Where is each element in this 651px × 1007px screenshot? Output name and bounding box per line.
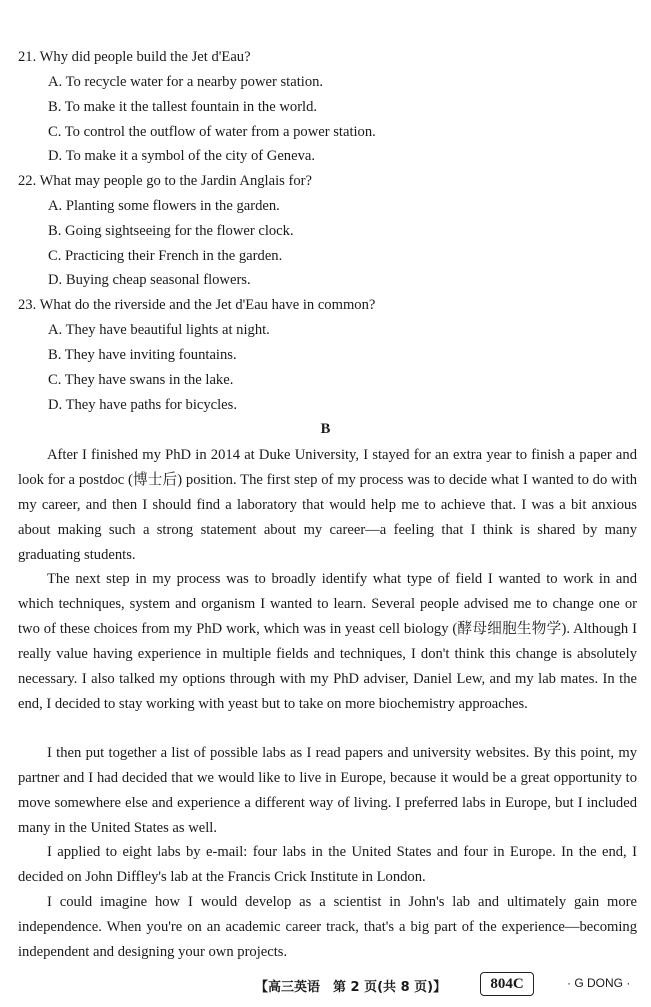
question-23-option-d: D. They have paths for bicycles. <box>48 397 237 413</box>
question-21-stem: 21. Why did people build the Jet d'Eau? <box>18 49 251 65</box>
question-22-option-c: C. Practicing their French in the garden. <box>48 248 283 264</box>
passage-paragraph-5: I could imagine how I would develop as a scientist in John's lab and ultimately gain more independence. When you're on an academic career track, that's a big part of the experience—becoming independent and designing your own projects. <box>18 894 637 960</box>
question-22-option-a: A. Planting some flowers in the garden. <box>48 198 280 214</box>
question-22-option-d: D. Buying cheap seasonal flowers. <box>48 272 251 288</box>
page-number-label: 【高三英语 第 2 页(共 8 页)】 <box>255 980 447 995</box>
question-23-stem: 23. What do the riverside and the Jet d'Eau have in common? <box>18 297 376 313</box>
question-21-option-a: A. To recycle water for a nearby power station. <box>48 74 324 90</box>
passage-paragraph-4: I applied to eight labs by e-mail: four labs in the United States and four in Europe. In the end, I decided on John Diffley's lab at the Francis Crick Institute in London. <box>18 844 637 885</box>
passage-paragraph-3: I then put together a list of possible labs as I read papers and university websites. By this point, my partner and I had decided that we would like to live in Europe, because it would be a great opportunity to move somewhere else and experience a different way of living. I preferred labs in Europe, but I included many in the United States as well. <box>18 745 637 836</box>
question-21-option-c: C. To control the outflow of water from a power station. <box>48 124 376 140</box>
question-22-option-b: B. Going sightseeing for the flower clock. <box>48 223 294 239</box>
passage-paragraph-2: The next step in my process was to broadly identify what type of field I wanted to work in and which techniques, system and organism I wanted to learn. Several people advised me to change one or two of these choices from my PhD work, which was in yeast cell biology (酵母细胞生物学). Although I really value having experience in multiple fields and techniques, I don't think this change is absolutely necessary. I also talked my options through with my PhD adviser, Daniel Lew, and my lab mates. In the end, I decided to stay working with yeast but to take on more biochemistry approaches. <box>18 571 637 712</box>
publisher-mark: · G DONG · <box>567 976 631 990</box>
passage-paragraph-1: After I finished my PhD in 2014 at Duke University, I stayed for an extra year to finish a paper and look for a postdoc (博士后) position. The first step of my process was to decide what I wanted to do with my career, and then I should find a laboratory that would help me to achieve that. I was a bit anxious about making such a strong statement about my career—a feeling that I think is shared by many graduating students. <box>18 447 637 563</box>
question-22-stem: 22. What may people go to the Jardin Anglais for? <box>18 173 312 189</box>
section-b-heading: B <box>320 421 331 437</box>
question-21-option-b: B. To make it the tallest fountain in the world. <box>48 99 318 115</box>
question-23-option-c: C. They have swans in the lake. <box>48 372 234 388</box>
question-23-option-b: B. They have inviting fountains. <box>48 347 237 363</box>
exam-code-badge: 804C <box>480 972 534 996</box>
question-21-option-d: D. To make it a symbol of the city of Geneva. <box>48 148 316 164</box>
question-23-option-a: A. They have beautiful lights at night. <box>48 322 270 338</box>
page-footer <box>0 971 651 1001</box>
